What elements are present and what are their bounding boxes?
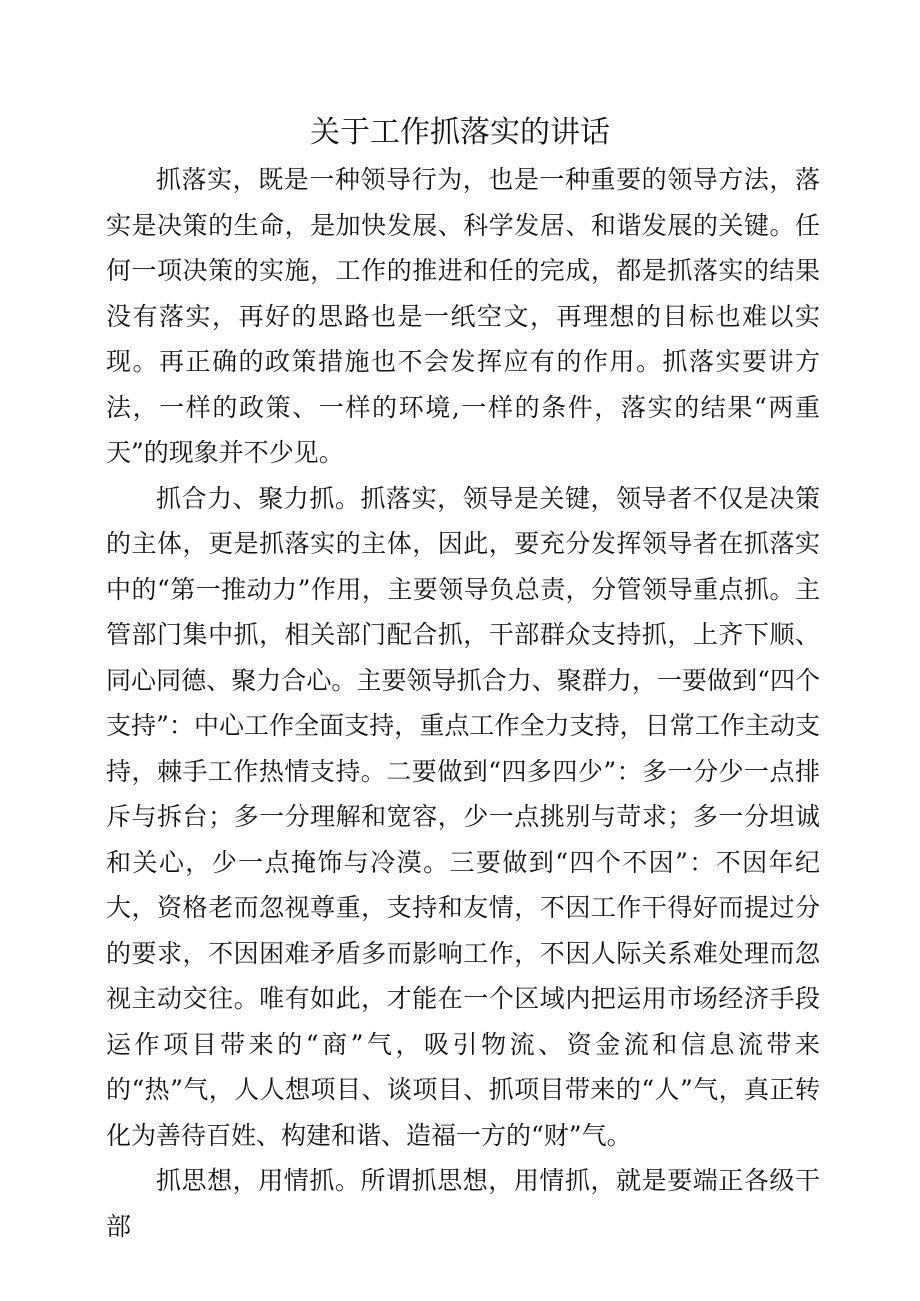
paragraph-3: 抓思想，用情抓。所谓抓思想，用情抓，就是要端正各级干部 [106,1166,820,1241]
document-body [106,157,820,1249]
paragraph-2: 抓合力、聚力抓。抓落实，领导是关键，领导者不仅是决策的主体，更是抓落实的主体，因此，要充分发挥领导者在抓落实中的“第一推动力”作用，主要领导负总责，分管领导重点抓。主管部门集中抓，相关部门配合抓，干部群众支持抓，上齐下顺、同心同德、聚力合心。主要领导抓合力、聚群力，一要做到“四个支持”：中心工作全面支持，重点工作全力支持，日常工作主动支持，棘手工作热情支持。二要做到“四多四少”：多一分少一点排斥与拆台；多一分理解和宽容，少一点挑别与苛求；多一分坦诚和关心，少一点掩饰与冷漠。三要做到“四个不因”：不因年纪大，资格老而忽视尊重，支持和友情，不因工作干得好而提过分的要求，不因困难矛盾多而影响工作，不因人际关系难处理而忽视主动交往。唯有如此，才能在一个区域内把运用市场经济手段运作项目带来的“商”气，吸引物流、资金流和信息流带来的“热”气，人人想项目、谈项目、抓项目带来的“人”气，真正转化为善待百姓、构建和谐、造福一方的“财”气。 [106,483,820,1150]
paragraph-1: 抓落实，既是一种领导行为，也是一种重要的领导方法，落实是决策的生命，是加快发展、科学发居、和谐发展的关键。任何一项决策的实施，工作的推进和任的完成，都是抓落实的结果没有落实，再好的思路也是一纸空文，再理想的目标也难以实现。再正确的政策措施也不会发挥应有的作用。抓落实要讲方法，一样的政策、一样的环境,一样的条件，落实的结果“两重天”的现象并不少见。 [106,165,820,467]
document-title: 关于工作抓落实的讲话 [310,115,610,150]
